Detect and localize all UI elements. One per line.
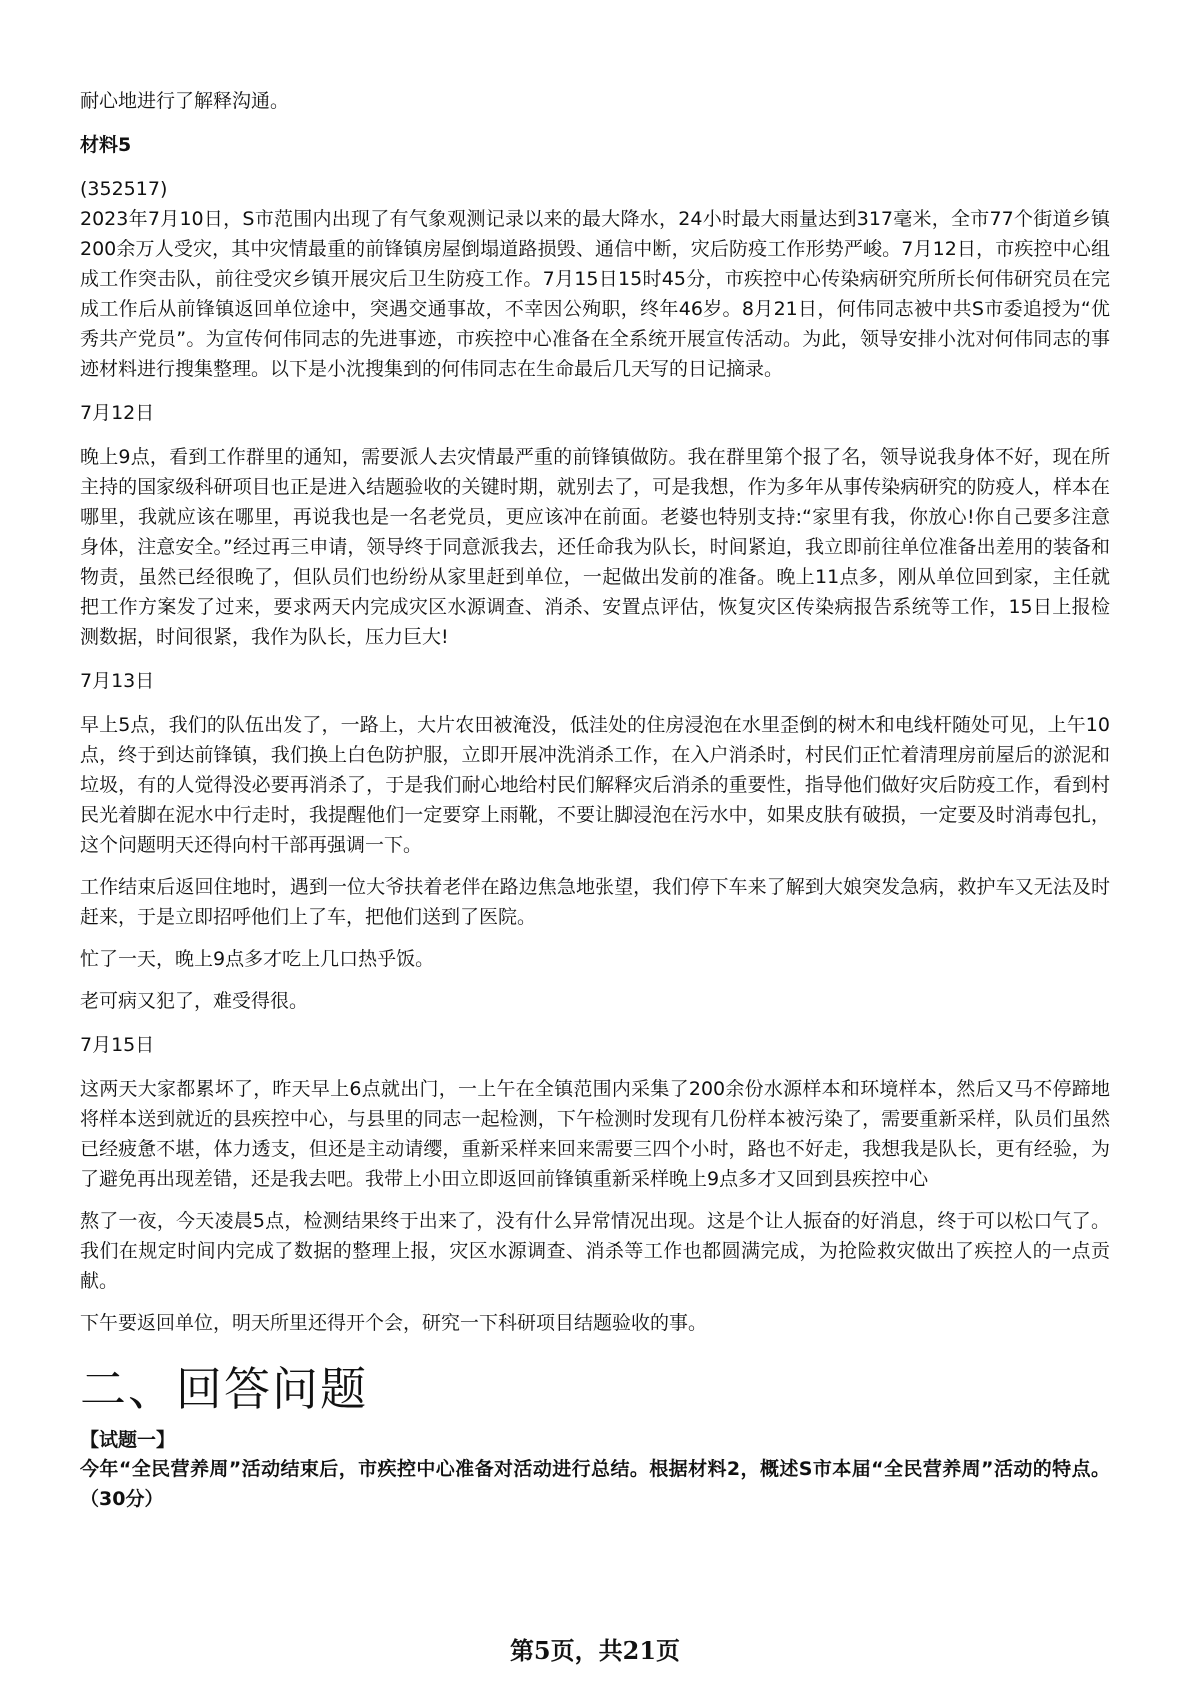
question-tag: 【试题一】: [80, 1429, 176, 1451]
document-body: [80, 86, 1110, 1514]
material-title: 材料5: [80, 134, 132, 156]
paragraph-continuation: 耐心地进行了解释沟通。: [80, 90, 290, 112]
section-title: 二、回答问题: [80, 1362, 368, 1416]
diary-entry-0713-2: 工作结束后返回住地时，遇到一位大爷扶着老伴在路边焦急地张望，我们停下车来了解到大娘突发急病，救护车又无法及时赶来，于是立即招呼他们上了车，把他们送到了医院。: [80, 876, 1110, 928]
diary-date-0715: 7月15日: [80, 1034, 155, 1056]
question-text: 今年“全民营养周”活动结束后，市疾控中心准备对活动进行总结。根据材料2，概述S市本届“全民营养周”活动的特点。（30分）: [80, 1458, 1110, 1510]
diary-date-0712: 7月12日: [80, 402, 155, 424]
diary-entry-0715-2: 熬了一夜，今天凌晨5点，检测结果终于出来了，没有什么异常情况出现。这是个让人振奋的好消息，终于可以松口气了。我们在规定时间内完成了数据的整理上报，灾区水源调查、消杀等工作也都圆满完成，为抢险救灾做出了疾控人的一点贡献。: [80, 1210, 1110, 1292]
diary-entry-0713-3: 忙了一天，晚上9点多才吃上几口热乎饭。: [80, 948, 435, 970]
diary-entry-0715-3: 下午要返回单位，明天所里还得开个会，研究一下科研项目结题验收的事。: [80, 1312, 708, 1334]
diary-entry-0713-1: 早上5点，我们的队伍出发了，一路上，大片农田被淹没，低洼处的住房浸泡在水里歪倒的树木和电线杆随处可见，上午10点，终于到达前锋镇，我们换上白色防护服，立即开展冲洗消杀工作，在入户消杀时，村民们正忙着清理房前屋后的淤泥和垃圾，有的人觉得没必要再消杀了，于是我们耐心地给村民们解释灾后消杀的重要性，指导他们做好灾后防疫工作，看到村民光着脚在泥水中行走时，我提醒他们一定要穿上雨靴，不要让脚浸泡在污水中，如果皮肤有破损，一定要及时消毒包扎，这个问题明天还得向村干部再强调一下。: [80, 714, 1110, 856]
diary-entry-0712: 晚上9点，看到工作群里的通知，需要派人去灾情最严重的前锋镇做防。我在群里第个报了名，领导说我身体不好，现在所主持的国家级科研项目也正是进入结题验收的关键时期，就别去了，可是我想，作为多年从事传染病研究的防疫人，样本在哪里，我就应该在哪里，再说我也是一名老党员，更应该冲在前面。老婆也特别支持:“家里有我，你放心!你自己要多注意身体，注意安全。”经过再三申请，领导终于同意派我去，还任命我为队长，时间紧迫，我立即前往单位准备出差用的装备和物责，虽然已经很晚了，但队员们也纷纷从家里赶到单位，一起做出发前的准备。晚上11点多，刚从单位回到家，主任就把工作方案发了过来，要求两天内完成灾区水源调查、消杀、安置点评估，恢复灾区传染病报告系统等工作，15日上报检测数据，时间很紧，我作为队长，压力巨大!: [80, 446, 1110, 648]
material-id: (352517): [80, 178, 168, 200]
diary-date-0713: 7月13日: [80, 670, 155, 692]
material-intro: 2023年7月10日，S市范围内出现了有气象观测记录以来的最大降水，24小时最大雨量达到317毫米，全市77个街道乡镇200余万人受灾，其中灾情最重的前锋镇房屋倒塌道路损毁、通信中断，灾后防疫工作形势严峻。7月12日，市疾控中心组成工作突击队，前往受灾乡镇开展灾后卫生防疫工作。7月15日15时45分，市疾控中心传染病研究所所长何伟研究员在完成工作后从前锋镇返回单位途中，突遇交通事故，不幸因公殉职，终年46岁。8月21日，何伟同志被中共S市委追授为“优秀共产党员”。为宣传何伟同志的先进事迹，市疾控中心准备在全系统开展宣传活动。为此，领导安排小沈对何伟同志的事迹材料进行搜集整理。以下是小沈搜集到的何伟同志在生命最后几天写的日记摘录。: [80, 208, 1110, 380]
diary-entry-0713-4: 老可病又犯了，难受得很。: [80, 990, 309, 1012]
diary-entry-0715-1: 这两天大家都累坏了，昨天早上6点就出门，一上午在全镇范围内采集了200余份水源样本和环境样本，然后又马不停蹄地将样本送到就近的县疾控中心，与县里的同志一起检测，下午检测时发现有几份样本被污染了，需要重新采样，队员们虽然已经疲惫不堪，体力透支，但还是主动请缨，重新采样来回来需要三四个小时，路也不好走，我想我是队长，更有经验，为了避免再出现差错，还是我去吧。我带上小田立即返回前锋镇重新采样晚上9点多才又回到县疾控中心: [80, 1078, 1110, 1190]
page-number: 第5页，共21页: [509, 1636, 681, 1665]
